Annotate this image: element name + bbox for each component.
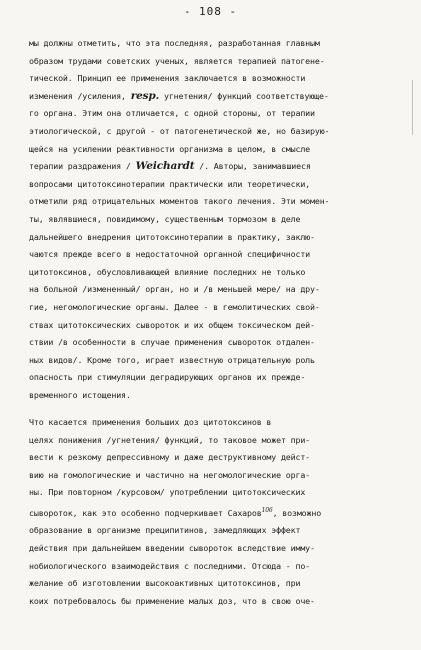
handwritten-insert: Weichardt	[135, 160, 195, 173]
text-line: целях понижения /угнетения/ функций, то таковое может при-	[29, 434, 311, 445]
text-line: вию на гомологические и частично на негомологические орга-	[29, 469, 311, 480]
text-line: образом трудами советских ученых, является терапией патогене-	[29, 55, 325, 66]
text-line: терапии раздражения / Weichardt /. Авторы, занимавшиеся	[29, 160, 311, 173]
text-line: образование в организме преципитинов, замедляющих эффект	[29, 525, 301, 536]
text-line: коих потребовалось бы применение малых доз, что в свою оче-	[29, 595, 315, 606]
text-line: на больной /измененный/ орган, но и /в меньшей мере/ на дру-	[29, 284, 320, 295]
text-line: Что касается применения больших доз цитотоксинов в	[29, 417, 272, 427]
text-line: дальнейшего внедрения цитотоксинотерапии в практику, заклю-	[29, 231, 315, 242]
text-line: сывороток, как это особенно подчеркивает Сахаров$^{106}$, возможно	[29, 506, 322, 518]
text-line: ствии /в особенности в случае применения сывороток отдален-	[29, 337, 315, 348]
paragraph-1	[29, 35, 413, 404]
text-line: временного истощения.	[29, 389, 131, 400]
text-line: цитотоксинов, обусловливающей влияние последних не только	[29, 266, 306, 277]
text-line: ных видов/. Кроме того, играет известную отрицательную роль	[29, 354, 315, 365]
text-line: ты, являвшиеся, повидимому, существенным тормозом в деле	[29, 213, 301, 224]
text-line: действия при дальнейшем введении сывороток вследствие имму-	[29, 542, 315, 553]
text-line: тической. Принцип ее применения заключается в возможности	[29, 73, 306, 84]
text-line: отметили ряд отрицательных моментов такого лечения. Эти момен-	[29, 196, 330, 207]
text-line: вопросами цитотоксинотерапии практически или теоретически,	[29, 178, 311, 189]
text-line: вести к резкому депрессивному и даже деструктивному дейст-	[29, 452, 311, 463]
text-line: ны. При повторном /курсовом/ употреблении цитотоксических	[29, 487, 306, 498]
handwritten-insert: resp.	[130, 89, 160, 102]
page-number: - 108 -	[183, 5, 238, 18]
text-line: чаются прежде всего в недостаточной органной специфичности	[29, 249, 311, 260]
text-line: мы должны отметить, что эта последняя, разработанная главным	[29, 38, 320, 48]
text-line: щейся на усилении реактивности организма в целом, в смысле	[29, 143, 311, 154]
text-line: опасность при стимуляции деградирующих органов их прежде-	[29, 372, 306, 383]
text-line: ствах цитотоксических сывороток и их общем токсическом дей-	[29, 319, 315, 330]
text-line: нобиологического взаимодействия с последними. Отсюда - по-	[29, 560, 311, 571]
text-line: желание об изготовлении высокоактивных цитотоксинов, при	[29, 578, 301, 589]
text-line: этиологической, с другой - от патогенетической же, но базирую-	[29, 125, 330, 136]
paragraph-2	[29, 414, 413, 610]
text-line: гие, негомологические органы. Далее - в гемолитических свой-	[29, 301, 320, 312]
reference-superscript: 106	[261, 506, 273, 514]
text-line: изменения /усиления, resp. угнетения/ функций соответствующе-	[29, 89, 329, 102]
text-line: го органа. Этим она отличается, с одной стороны, от терапии	[29, 108, 315, 119]
